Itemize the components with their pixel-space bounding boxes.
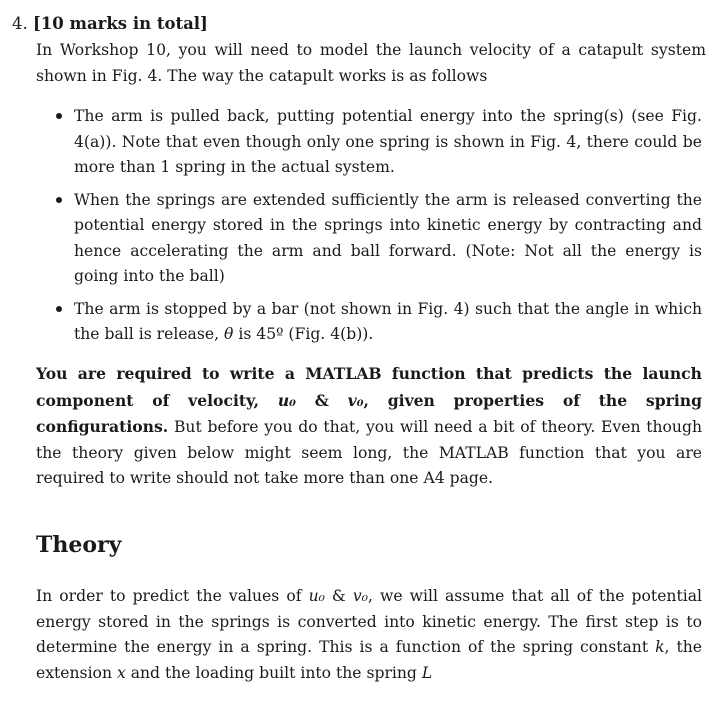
bullet-icon [56, 113, 62, 119]
theory-text-1: In order to predict the values of [36, 587, 309, 605]
theory-text-3: , the extension [36, 638, 703, 682]
list-item [56, 297, 702, 348]
requirement-bold-2: , given properties of the spring configurations. [36, 390, 702, 436]
requirement-rest: But before you do that, you will need a bit of theory. Even though the theory given below might seem long, the MATLAB function that you are required to write should not take more than one A4 page. [36, 418, 702, 487]
catapult-steps-list [56, 104, 702, 355]
requirement-paragraph [36, 361, 702, 492]
v0-symbol: v₀ [347, 390, 364, 410]
question-heading [12, 12, 208, 36]
question-number: 4. [12, 14, 28, 33]
u0-symbol: u₀ [277, 390, 297, 410]
u0-symbol: u₀ [308, 587, 325, 605]
L-symbol: L [421, 663, 433, 682]
question-intro: In Workshop 10, you will need to model the launch velocity of a catapult system shown in Fig. 4. The way the catapult works is as follows [36, 41, 706, 85]
k-symbol: k [655, 638, 665, 656]
bullet-icon [56, 306, 62, 312]
bullet-icon [56, 197, 62, 203]
list-item [56, 104, 702, 181]
ampersand: & [296, 390, 348, 410]
list-item [56, 188, 702, 290]
ampersand: & [324, 587, 353, 605]
list-item-text: The arm is stopped by a bar (not shown in Fig. 4) such that the angle in which the ball is release, [74, 299, 702, 343]
x-symbol: x [116, 663, 126, 682]
theory-paragraph [36, 584, 702, 686]
theory-text-2: , we will assume that all of the potential energy stored in the springs is converted into kinetic energy. The first step is to determine the energy in a spring. This is a function of the spring constant [36, 587, 703, 656]
list-item-text: The arm is pulled back, putting potential energy into the spring(s) (see Fig. 4(a)). Note that even though only one spring is shown in Fig. 4, there could be more than 1 spring in the actual system. [74, 107, 702, 176]
question-marks: [10 marks in total] [33, 14, 208, 33]
theta-symbol: θ [224, 325, 234, 343]
theory-text-4: and the loading built into the spring [125, 663, 422, 682]
v0-symbol: v₀ [352, 587, 368, 605]
list-item-text-end: is 45º (Fig. 4(b)). [233, 325, 374, 343]
list-item-text: When the springs are extended sufficiently the arm is released converting the potential energy stored in the springs into kinetic energy by contracting and hence accelerating the arm and ball forward. (Note: Not all the energy is going into the ball) [74, 190, 702, 285]
requirement-bold-1: You are required to write a MATLAB function that predicts the launch component of velocity, [36, 364, 702, 410]
theory-heading: Theory [36, 532, 122, 558]
